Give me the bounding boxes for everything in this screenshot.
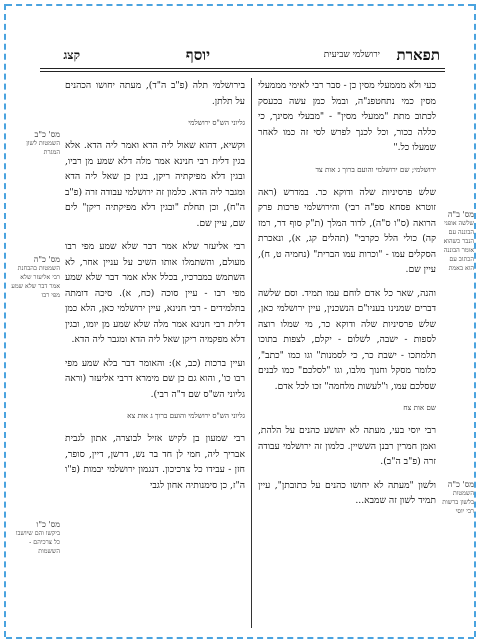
right-paragraph-5: ולשון "מעתה לא יחושו כהנים על כתובתן", עיין תמיד לשון זה שמבא... bbox=[258, 479, 436, 506]
right-reference-2: שם אות צח bbox=[403, 403, 436, 412]
margin-note-4-text: השמטות בלשון ברשות רבי יוסי bbox=[442, 490, 474, 515]
margin-note-4 bbox=[440, 480, 474, 516]
left-column bbox=[65, 78, 245, 501]
margin-note-1-marker: מס' כ"ב bbox=[34, 130, 60, 139]
right-paragraph-1: כעי ולא מממעלי מסין כן - סבר רבי לאימי מממעלי מסין כמי נתחטפנ"ה, ובמל כמן עשה בכעסק לכתוב מתת "ממעלי מסין" - "מבעלי מסינך, כי כללה ככור, וכל לכנך לפרש לסי זה כמו לאחר שמעלו כל." bbox=[258, 80, 436, 153]
margin-note-3-text: השמטות בהבחנת רבי אליעזר שלא אמר דבר שלא שמע מפי רבו bbox=[11, 265, 60, 299]
left-reference-1: גליוני הש"ס ירושלמי bbox=[188, 118, 245, 127]
page-border-top bbox=[6, 4, 474, 6]
right-column bbox=[258, 78, 436, 517]
page-border-right bbox=[474, 4, 476, 637]
left-reference-2: גליוני הש"ס ירושלמי והועם ברוך ג אות צא bbox=[127, 411, 245, 420]
page-border-bottom bbox=[6, 637, 474, 639]
margin-note-1 bbox=[10, 130, 60, 157]
right-paragraph-4: רבי יוסי בעי, מעתה לא יהושע כהנים על הלהת, ואמן חמרין רבנן הששיין. כלמון זה ירושלמי עבודה זרה (פ"ב ה"ב). bbox=[258, 425, 436, 467]
left-paragraph-4: ועיין ברכות (כב, א): והאומר דבר בלא שמע מפי רבו כו', והוא גם כן שם מימרא דרבי אליעזר (וראה גליוני הש"ס שם ד"ה רבי). bbox=[65, 357, 245, 400]
margin-note-3-marker: מס' כ"ה bbox=[33, 255, 60, 264]
margin-note-2-text: שלשה אופני הבוננה עם הנבר כשהוא אומר הבוננה הכתוב עם הוא באמת bbox=[443, 220, 474, 272]
header-name: יוסף bbox=[185, 46, 210, 64]
running-header bbox=[40, 46, 440, 66]
margin-note-2 bbox=[440, 210, 474, 273]
margin-note-3 bbox=[10, 255, 60, 300]
left-paragraph-5: רבי שמעון בן לקיש אזיל לבוצרה, אתון לגבית אבריך ליה, חמי לן חד בר נש, דרשן, דיין, סופר, חזן - עבידו כל צרכיכון. דנגמון ירושלמי יבמות (פ"ו ה"ז, כן סימנותיה אחון לגבי bbox=[65, 433, 245, 491]
header-subtitle: ירושלמי שביעית bbox=[323, 50, 380, 60]
margin-note-5-marker: מס' כ"ו bbox=[36, 520, 60, 529]
margin-note-2-marker: מס' ב"ה bbox=[447, 210, 474, 219]
page-border-left bbox=[4, 4, 6, 637]
page-number: קצג bbox=[63, 48, 80, 62]
column-divider bbox=[251, 78, 252, 628]
header-rule bbox=[40, 68, 445, 69]
header-title: תפארת bbox=[396, 46, 440, 64]
right-reference-1: ירושלמי; שם ירושלמי והועם ברוך ג אות צד bbox=[315, 164, 436, 174]
margin-note-4-marker: מס' כ"ה bbox=[447, 480, 474, 489]
margin-note-5 bbox=[10, 520, 60, 556]
right-paragraph-2: שלש פרסיניות שלה ודוקא כר. במדרש (ראה זוטרא פסחא ספ"ה רבי) והירושלמי פרכות פרק הרואה (ס"ו ס"ה), לדוד המלך (ת"ק סוף דר, רמז קה) כולי הלל כקרבי" (תהלים קג, א), ונאכרת הסקלים עמו - "וכרות עמו הברית" (נחמיה ט, ח), עיין שם. bbox=[258, 186, 436, 275]
left-paragraph-3: רבי אליעזר שלא אמר דבר שלא שמע מפי רבו מעולם, והשתמלו אותו השיב על עניין אחר, לא השתמש במברכיו, בכלל אלא אמר דבר שלא שמע מפי רבו - עיין סוכה (כח, א). סיכה דומתה בתלמידים - רבי חנינא, עיין ירושלמי כאן, הלא כמן דלית רבי חנינא אמר מלה שלא שמע מן יומו, ובגין דלא מפקמיה ריקן שאל ליה הדא ומגבר ליה הדא. bbox=[65, 241, 245, 345]
header-rule-2 bbox=[40, 71, 445, 72]
left-paragraph-2: וקשיא, דהוא שאול ליה הדא ואמר ליה הדא. אלא בגין דלית רבי חנינא אמר מלה דלא שמע מן רביו, ובגין דלא מפיקתיה ריקן, בגין כן שאל ליה הדא ומגבר ליה הדא. כלמון זה ירושלמי עבודה זרה (פ"ב ה"ח), וכן תחלת "ובגין דלא מפיקתיה ריקן" לים שם, עיין שם. bbox=[65, 140, 245, 229]
left-paragraph-1: בירושלמי תלה (פ"ב ה"ד), מעתה יחושו הכהנים על תלתן. bbox=[65, 80, 245, 107]
margin-note-5-text: ביקשו והם שיושבו כל צרכיהם - הששמות bbox=[15, 530, 60, 555]
margin-note-1-text: השמטות לשון המגרת bbox=[26, 140, 60, 156]
right-paragraph-3: והנה, שאר כל אדם לוחם עמו תמיד. וסם שלשה דברים שמנינו בעניו"ם הנשכנין, עיין ירושלמי כאן, שלש פרסיניות שלה ודוקא כר, מי שמלו רוצה לספות - ישבה, לשלום - יקלם, לצפות בתוכו תלמתכו - ישבת כר, כי לסמנות" וגו כמו "כתב", כלומר מסקל וחנוך מלבו, וגו "לסלכם" כמו לבנים שסלכם עמו, ו"לעשות מלחמה" זכו לכל אדם. bbox=[258, 287, 436, 392]
